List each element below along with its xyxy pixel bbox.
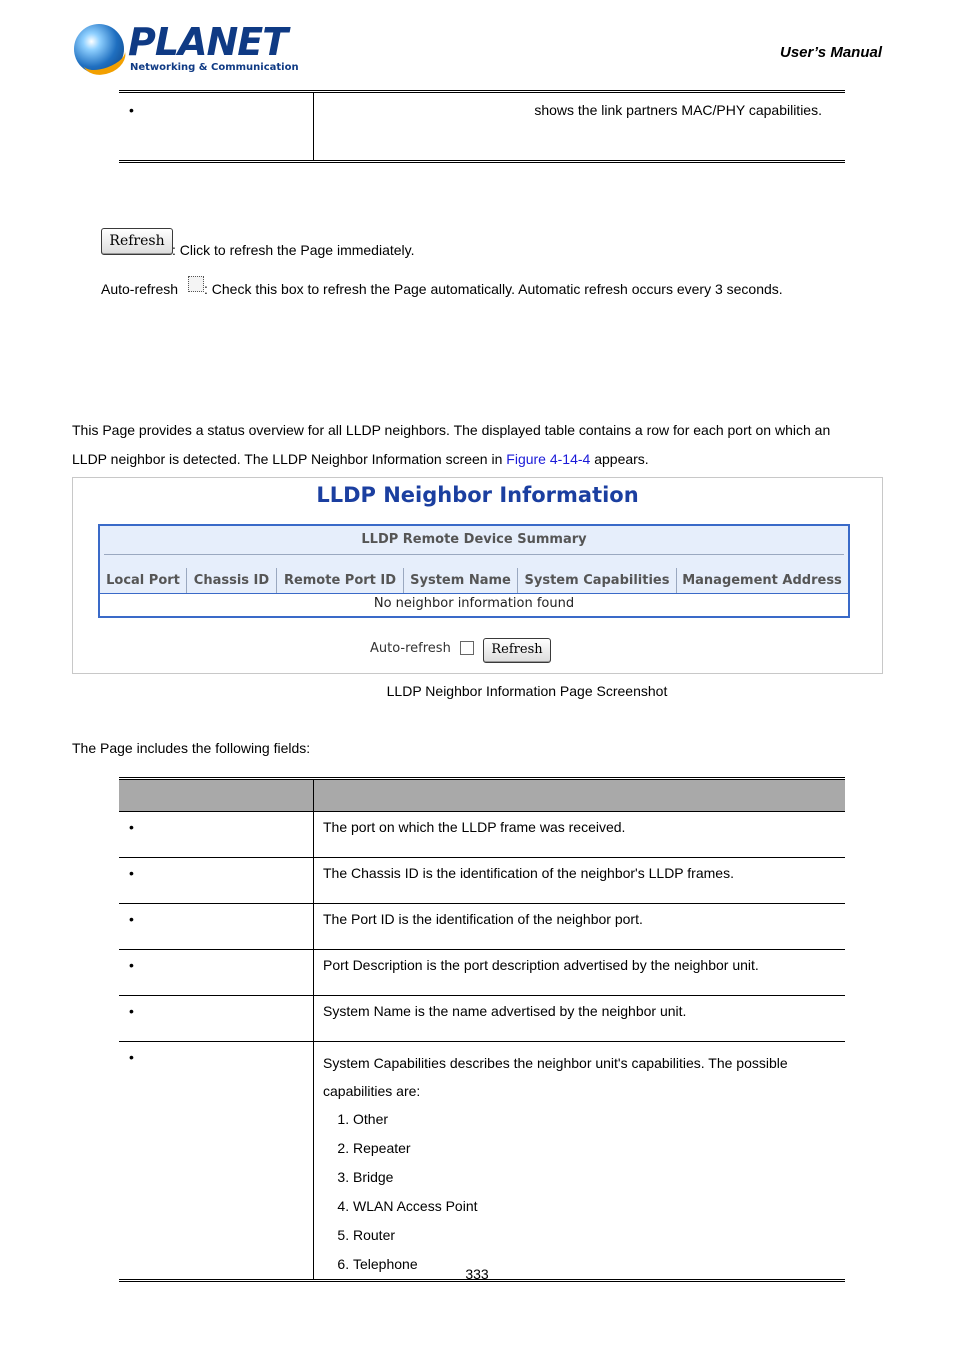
screenshot-title: LLDP Neighbor Information bbox=[316, 483, 639, 507]
summary-column-headers bbox=[100, 568, 848, 594]
table-row: • The port on which the LLDP frame was received. bbox=[119, 812, 845, 858]
summary-title: LLDP Remote Device Summary bbox=[361, 532, 587, 547]
lldp-neighbor-screenshot bbox=[72, 477, 883, 674]
table-row: • System Name is the name advertised by the neighbor unit. bbox=[119, 996, 845, 1042]
column-header: Chassis ID bbox=[187, 568, 277, 593]
column-header: Remote Port ID bbox=[277, 568, 404, 593]
list-item: 5. Router bbox=[353, 1221, 845, 1250]
screenshot-refresh-button[interactable]: Refresh bbox=[483, 638, 551, 663]
list-item: 1. Other bbox=[353, 1105, 845, 1134]
bullet: • bbox=[129, 102, 134, 118]
figure-link[interactable]: Figure 4-14-4 bbox=[506, 451, 591, 467]
column-header: System Name bbox=[404, 568, 518, 593]
column-header: Local Port bbox=[100, 568, 187, 593]
list-item: 3. Bridge bbox=[353, 1163, 845, 1192]
fields-table bbox=[119, 777, 845, 1282]
figure-caption: LLDP Neighbor Information Page Screenshot bbox=[386, 683, 668, 699]
link-partner-table bbox=[119, 90, 845, 163]
page-number: 333 bbox=[465, 1266, 489, 1282]
table-row: • The Chassis ID is the identification of the neighbor's LLDP frames. bbox=[119, 858, 845, 904]
list-item: 6. Telephone bbox=[353, 1250, 845, 1279]
screenshot-auto-refresh-label: Auto-refresh bbox=[370, 641, 451, 656]
capabilities-list bbox=[323, 1105, 845, 1279]
manual-label: User’s Manual bbox=[780, 44, 882, 61]
refresh-description: : Click to refresh the Page immediately. bbox=[172, 242, 415, 258]
auto-refresh-label: Auto-refresh bbox=[101, 281, 179, 297]
link-partner-description: shows the link partners MAC/PHY capabilities. bbox=[534, 102, 822, 118]
list-item: 4. WLAN Access Point bbox=[353, 1192, 845, 1221]
intro-paragraph: This Page provides a status overview for all LLDP neighbors. The displayed table contains a row for each port on which an LLDP neighbor is detected. The LLDP Neighbor Information screen in Figure 4-14-4 appears. bbox=[72, 422, 831, 467]
table-row: • Port Description is the port description advertised by the neighbor unit. bbox=[119, 950, 845, 996]
column-header: System Capabilities bbox=[518, 568, 677, 593]
refresh-button[interactable]: Refresh bbox=[101, 228, 173, 255]
remote-device-summary bbox=[98, 524, 850, 618]
auto-refresh-checkbox[interactable] bbox=[188, 276, 204, 292]
fields-intro: The Page includes the following fields: bbox=[72, 740, 311, 756]
table-row: • System Capabilities describes the neighbor unit's capabilities. The possible capabilities are: 1. Other 2. Repeater 3. Bridge 4. WLAN Access Point 5. Router 6. Telephone bbox=[119, 1042, 845, 1281]
planet-logo: PLANET Networking & Communication bbox=[74, 22, 274, 78]
list-item: 2. Repeater bbox=[353, 1134, 845, 1163]
table-row: • The Port ID is the identification of the neighbor port. bbox=[119, 904, 845, 950]
column-header: Management Address bbox=[682, 573, 842, 588]
no-neighbor-message: No neighbor information found bbox=[373, 596, 575, 611]
screenshot-auto-refresh-checkbox[interactable] bbox=[460, 641, 474, 655]
auto-refresh-description: : Check this box to refresh the Page automatically. Automatic refresh occurs every 3 seconds. bbox=[204, 281, 783, 297]
